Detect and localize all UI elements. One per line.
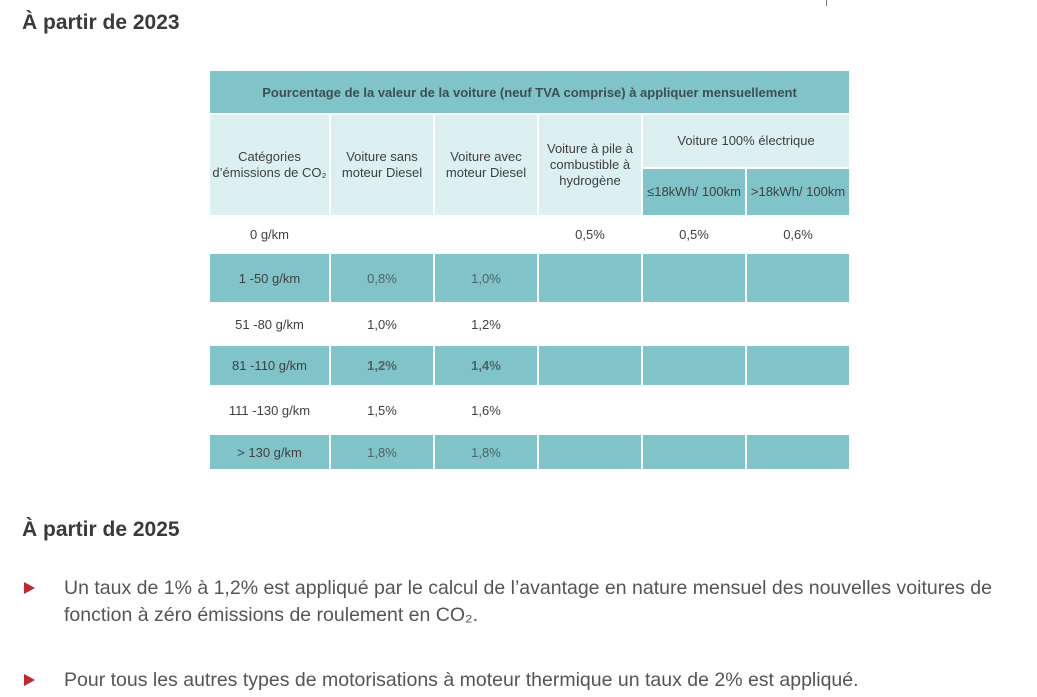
cell-hydrogen <box>538 253 642 303</box>
cell-electric-high <box>746 386 850 434</box>
table-row <box>209 345 850 386</box>
cell-diesel: 1,8% <box>434 434 538 470</box>
cell-no-diesel <box>330 216 434 253</box>
cell-diesel: 1,6% <box>434 386 538 434</box>
heading-2025: À partir de 2025 <box>22 518 180 541</box>
cell-hydrogen <box>538 345 642 386</box>
red-arrowhead-icon <box>24 582 35 594</box>
cell-hydrogen <box>538 434 642 470</box>
benefit-rate-table <box>208 69 851 471</box>
list-item <box>22 575 1022 629</box>
cell-hydrogen <box>538 386 642 434</box>
cell-electric-high: 0,6% <box>746 216 850 253</box>
row-category: 0 g/km <box>209 216 330 253</box>
red-arrowhead-icon <box>24 674 35 686</box>
header-no-diesel: Voiture sans moteur Diesel <box>330 114 434 216</box>
header-electric-low: ≤18kWh/ 100km <box>642 168 746 216</box>
cell-diesel: 1,4% <box>434 345 538 386</box>
table-row <box>209 253 850 303</box>
page-edge-mark <box>826 0 827 6</box>
cell-electric-low <box>642 434 746 470</box>
table-row <box>209 386 850 434</box>
list-item-text: Un taux de 1% à 1,2% est appliqué par le calcul de l’avantage en nature mensuel des nouvelles voitures de fonction à zéro émissions de roulement en CO₂. <box>64 577 992 626</box>
cell-hydrogen <box>538 303 642 345</box>
cell-hydrogen: 0,5% <box>538 216 642 253</box>
heading-2023: À partir de 2023 <box>22 11 180 34</box>
header-diesel: Voiture avec moteur Diesel <box>434 114 538 216</box>
table-row <box>209 434 850 470</box>
table-row <box>209 303 850 345</box>
row-category: 1 -50 g/km <box>209 253 330 303</box>
cell-no-diesel: 1,0% <box>330 303 434 345</box>
cell-electric-high <box>746 434 850 470</box>
cell-electric-high <box>746 253 850 303</box>
row-category: 111 -130 g/km <box>209 386 330 434</box>
cell-electric-low <box>642 303 746 345</box>
row-category: 81 -110 g/km <box>209 345 330 386</box>
cell-diesel <box>434 216 538 253</box>
cell-electric-high <box>746 345 850 386</box>
table-title: Pourcentage de la valeur de la voiture (neuf TVA comprise) à appliquer mensuellement <box>209 70 850 114</box>
row-category: > 130 g/km <box>209 434 330 470</box>
table-row <box>209 216 850 253</box>
cell-diesel: 1,2% <box>434 303 538 345</box>
cell-electric-high <box>746 303 850 345</box>
cell-no-diesel: 1,5% <box>330 386 434 434</box>
cell-no-diesel: 1,8% <box>330 434 434 470</box>
header-categories: Catégories d’émissions de CO₂ <box>209 114 330 216</box>
header-electric-high: >18kWh/ 100km <box>746 168 850 216</box>
rules-list <box>22 575 1022 694</box>
list-item-text: Pour tous les autres types de motorisations à moteur thermique un taux de 2% est appliqué. <box>64 669 859 691</box>
cell-electric-low <box>642 253 746 303</box>
cell-no-diesel: 1,2% <box>330 345 434 386</box>
cell-electric-low <box>642 386 746 434</box>
cell-no-diesel: 0,8% <box>330 253 434 303</box>
cell-electric-low: 0,5% <box>642 216 746 253</box>
cell-electric-low <box>642 345 746 386</box>
header-electric: Voiture 100% électrique <box>642 114 850 168</box>
row-category: 51 -80 g/km <box>209 303 330 345</box>
cell-diesel: 1,0% <box>434 253 538 303</box>
header-hydrogen: Voiture à pile à combustible à hydrogène <box>538 114 642 216</box>
list-item <box>22 667 1022 694</box>
